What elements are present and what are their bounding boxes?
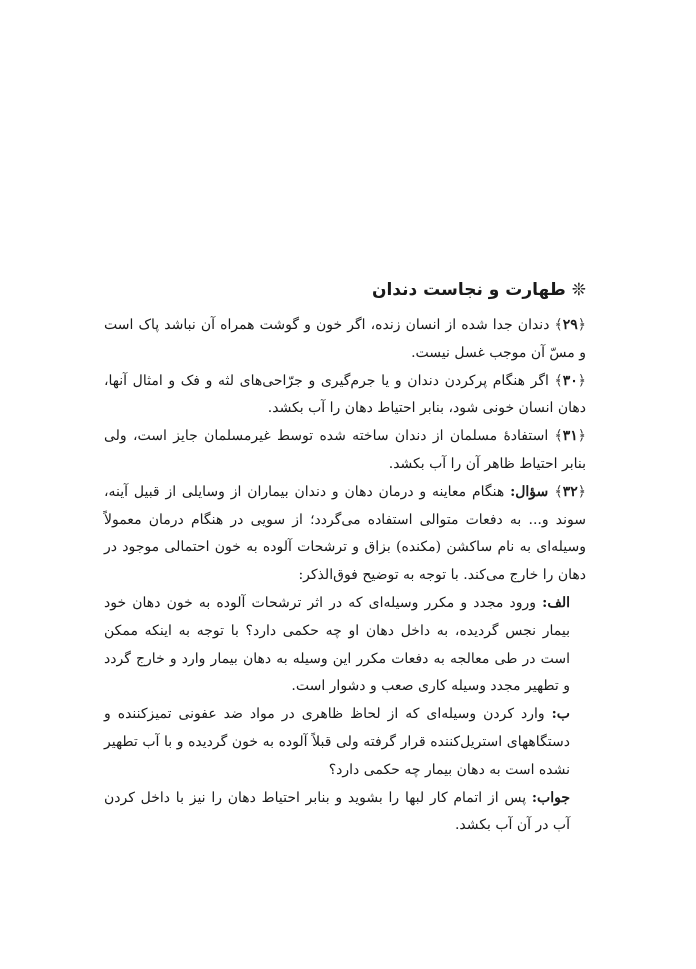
ruling-text: هنگام معاینه و درمان دهان و دندان بیماران از وسایلی از قبیل آینه، سوند و... به دفعات متوالی استفاده می‌گردد؛ از سویی در هنگام درمان معمولاً وسیله‌ای به نام ساکشن (مکنده) بزاق و ترشحات آلوده به خون احتمالی موجود در دهان را خارج می‌کند. با توجه به توضیح فوق‌الذکر:: [104, 483, 586, 584]
part-label: الف:: [542, 594, 570, 611]
ruling-30: [104, 368, 586, 424]
ruling-number: ﴿۳۲﴾: [554, 483, 586, 500]
part-text: ورود مجدد و مکرر وسیله‌ای که در اثر ترشحات آلوده به خون دهان خود بیمار نجس گردیده، به داخل دهان او چه حکمی دارد؟ با توجه به اینکه ممکن است در طی معالجه به دفعات مکرر این وسیله به دهان بیمار وارد و خارج گردد و تطهیر مجدد وسیله کاری صعب و دشوار است.: [104, 594, 570, 695]
star-icon: ❊: [571, 280, 586, 300]
ruling-number: ﴿۲۹﴾: [554, 317, 586, 333]
part-label: ب:: [551, 706, 570, 723]
section-heading: [104, 270, 586, 310]
answer-label: جواب:: [531, 789, 570, 806]
question-part-alef: [104, 590, 586, 701]
ruling-29: [104, 312, 586, 368]
ruling-31: [104, 423, 586, 479]
section-title: طهارت و نجاست دندان: [371, 280, 566, 300]
part-text: وارد کردن وسیله‌ای که از لحاظ ظاهری در مواد ضد عفونی تمیزکننده و دستگاههای استریل‌کننده قرار گرفته ولی قبلاً آلوده به خون گردیده و با آب تطهیر نشده است به دهان بیمار چه حکمی دارد؟: [104, 706, 570, 778]
ruling-text: اگر هنگام پرکردن دندان و یا جرم‌گیری و جرّاحی‌های لثه و فک و امثال آنها، دهان انسان خونی شود، بنابر احتیاط دهان را آب بکشد.: [104, 372, 586, 417]
ruling-number: ﴿۳۱﴾: [554, 428, 586, 445]
answer-text: پس از اتمام کار لبها را بشوید و بنابر احتیاط دهان را نیز با داخل کردن آب در آن آب بکشد.: [104, 789, 570, 834]
ruling-text: استفادهٔ مسلمان از دندان ساخته شده توسط غیرمسلمان جایز است، ولی بنابر احتیاط ظاهر آن را آب بکشد.: [104, 428, 586, 472]
document-page: [104, 270, 586, 840]
ruling-number: ﴿۳۰﴾: [554, 372, 586, 389]
question-part-be: [104, 701, 586, 784]
ruling-text: دندان جدا شده از انسان زنده، اگر خون و گوشت همراه آن نباشد پاک است و مسّ آن موجب غسل نیست.: [104, 317, 586, 361]
question-label: سؤال:: [510, 483, 555, 500]
answer: [104, 785, 586, 841]
ruling-32: [104, 479, 586, 590]
